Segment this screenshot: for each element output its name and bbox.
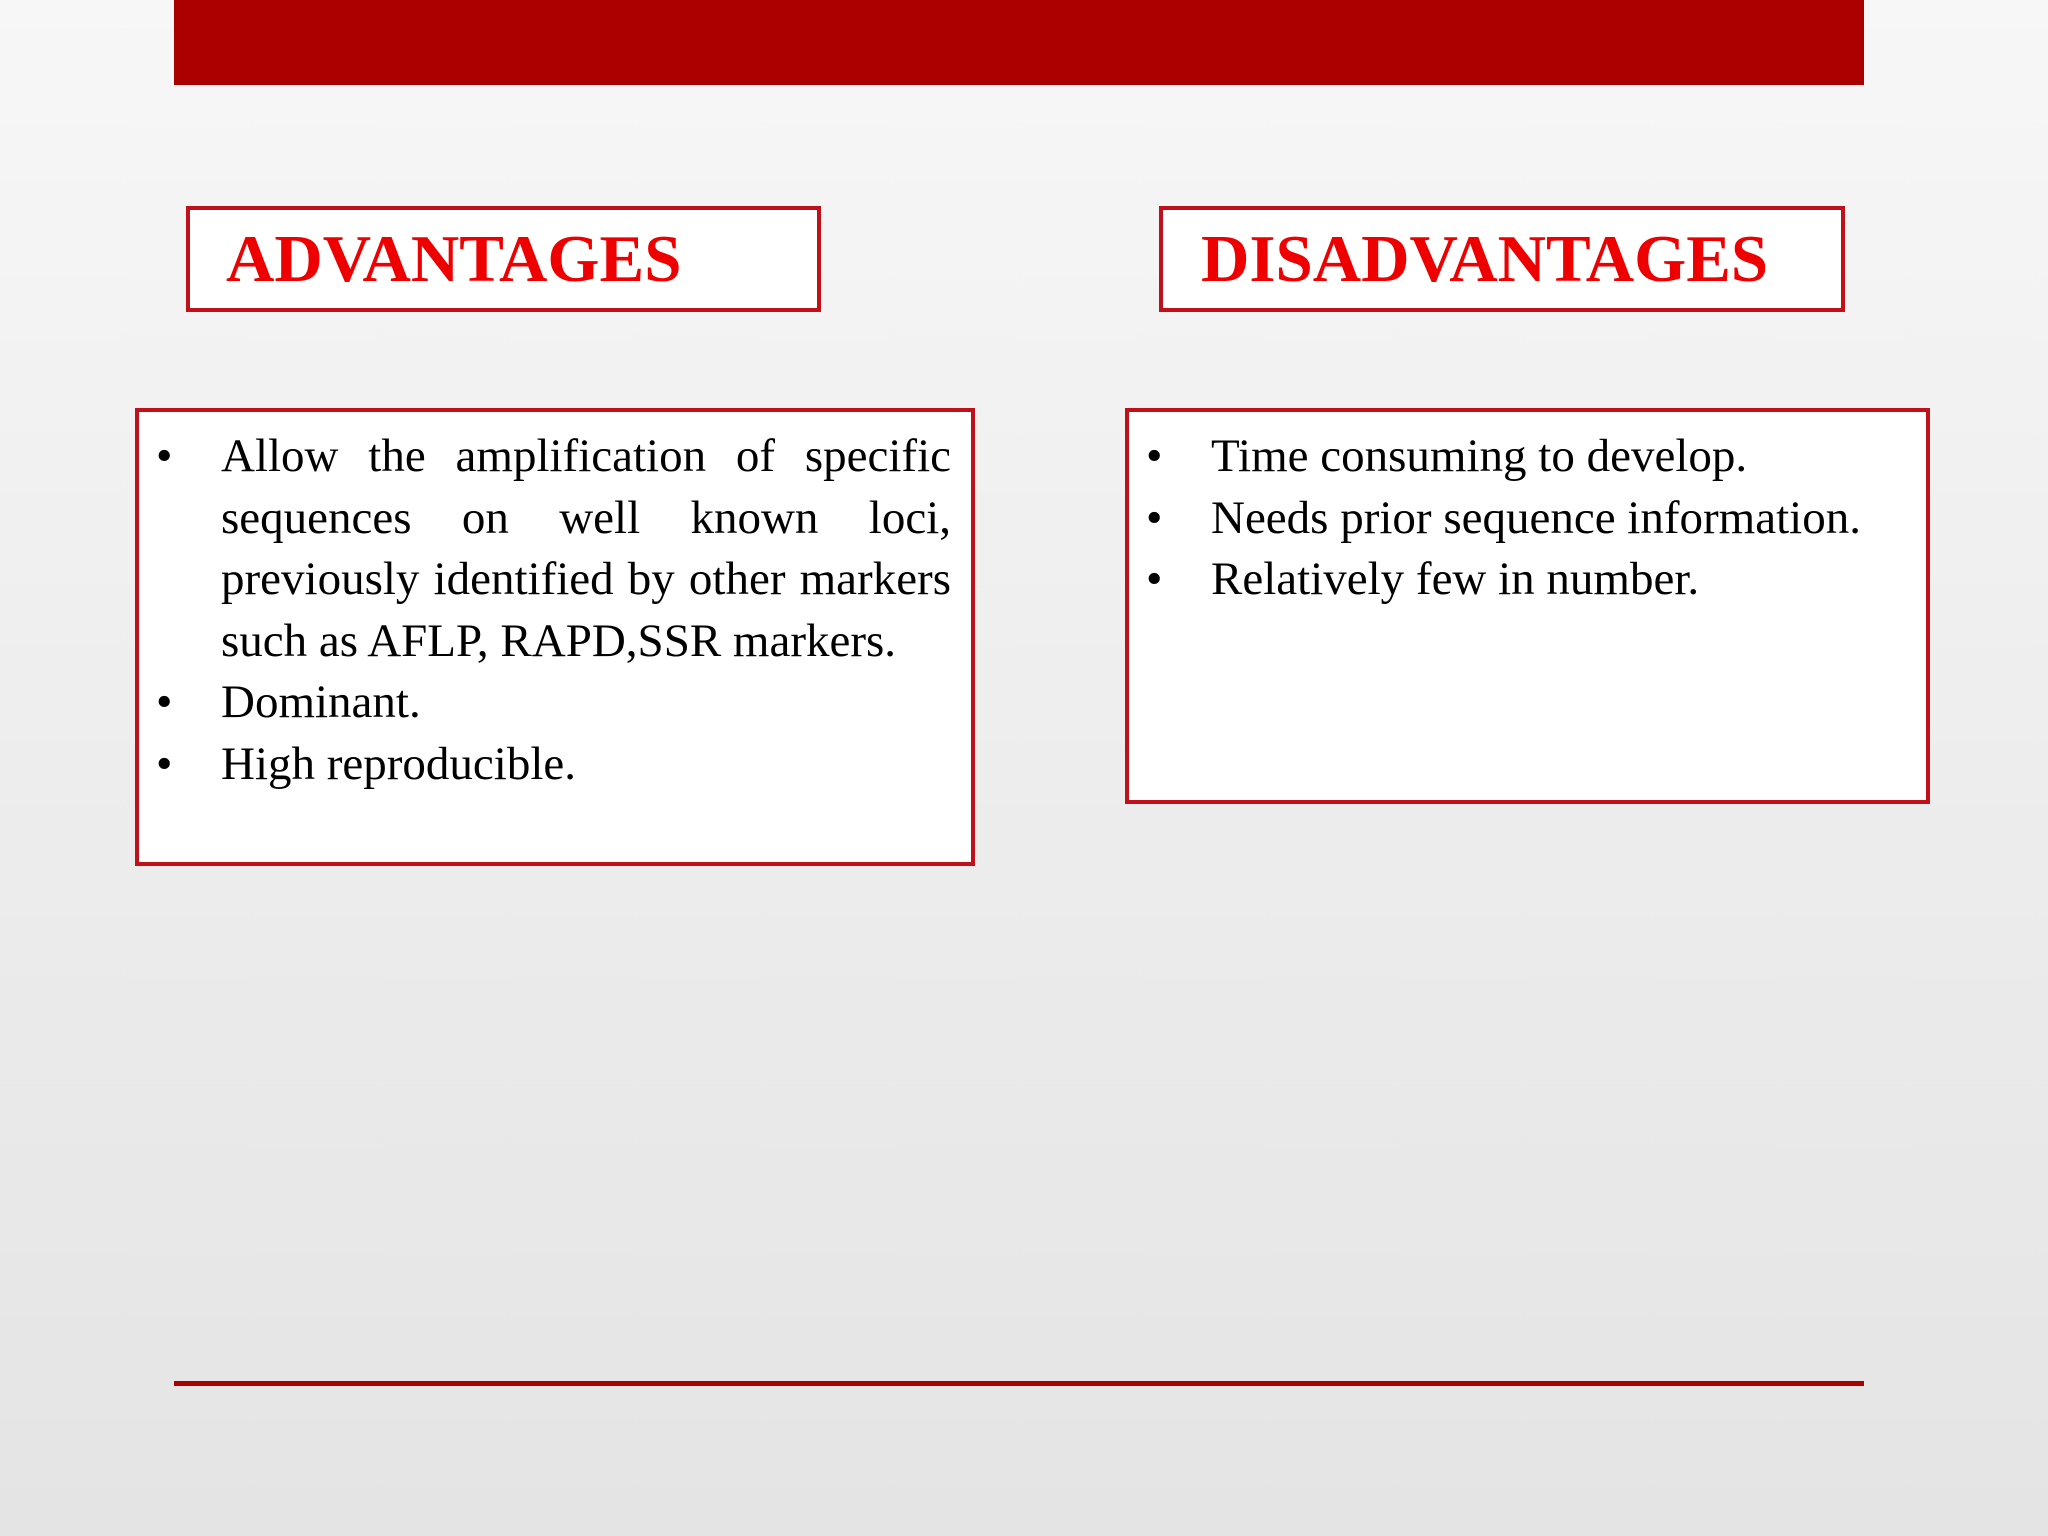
- list-item: [1146, 426, 1906, 488]
- bullet-icon: •: [156, 737, 173, 790]
- bullet-icon: •: [156, 430, 173, 482]
- disadvantage-item-text: Time consuming to develop.: [1211, 430, 1748, 482]
- disadvantages-heading: DISADVANTAGES: [1201, 221, 1769, 296]
- disadvantage-item-text: Needs prior sequence information.: [1211, 491, 1861, 544]
- advantages-heading-box: [186, 206, 821, 312]
- disadvantage-item-text: Relatively few in number.: [1211, 553, 1700, 605]
- disadvantages-list-box: [1125, 408, 1930, 804]
- list-item: [156, 426, 951, 672]
- list-item: [156, 734, 951, 796]
- list-item: [156, 672, 951, 734]
- list-item: [1146, 549, 1906, 611]
- bullet-icon: •: [156, 676, 173, 728]
- list-item: [1146, 488, 1906, 550]
- bullet-icon: •: [1146, 491, 1163, 544]
- advantage-item-text: High reproducible.: [221, 737, 577, 790]
- bottom-accent-rule: [174, 1381, 1864, 1386]
- advantages-heading: ADVANTAGES: [226, 221, 682, 296]
- disadvantages-list: [1146, 426, 1906, 611]
- advantage-item-text: Dominant.: [221, 676, 421, 728]
- bullet-icon: •: [1146, 553, 1163, 605]
- advantages-list-box: [135, 408, 975, 866]
- advantages-list: [156, 426, 951, 795]
- bullet-icon: •: [1146, 430, 1163, 482]
- disadvantages-heading-box: [1159, 206, 1845, 312]
- top-accent-bar: [174, 0, 1864, 85]
- advantage-item-text: Allow the amplification of specific sequences on well known loci, previously identified by other markers such as AFLP, RAPD,SSR markers.: [221, 430, 951, 667]
